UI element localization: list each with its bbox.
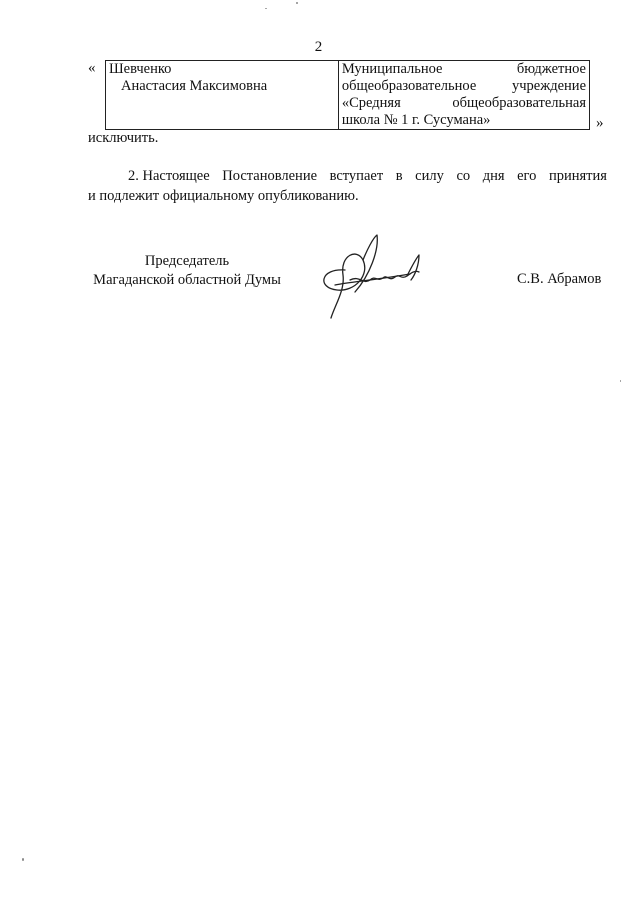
page-number: 2 [314,39,323,55]
scan-speck [22,858,24,861]
chairman-name: С.В. Абрамов [517,271,602,287]
signature-image [315,230,435,320]
org-line-4: школа № 1 г. Сусумана» [341,112,491,128]
quote-open: « [88,60,96,76]
scan-speck [620,380,621,382]
scan-speck [296,2,298,4]
name-cell [106,61,339,130]
chairman-title: Председатель Магаданской областной Думы [93,253,281,288]
org-line-2: общеобразовательное учреждение [341,78,586,94]
paragraph-2-line-1: 2. Настоящее Постановление вступает в силу со дня его принятия [128,168,607,184]
name-given: Анастасия Максимовна [121,78,268,94]
table-row [106,61,590,130]
org-line-3: «Средняя общеобразовательная [341,95,586,111]
org-line-1: Муниципальное бюджетное [341,61,586,77]
entry-table [105,60,590,130]
name-surname: Шевченко [109,61,172,77]
exclude-text: исключить. [88,130,159,146]
paragraph-2 [88,166,607,206]
scan-speck [265,8,267,9]
paragraph-2-line-2: и подлежит официальному опубликованию. [88,188,359,204]
organization-cell [338,61,589,130]
quote-close: » [596,115,604,131]
